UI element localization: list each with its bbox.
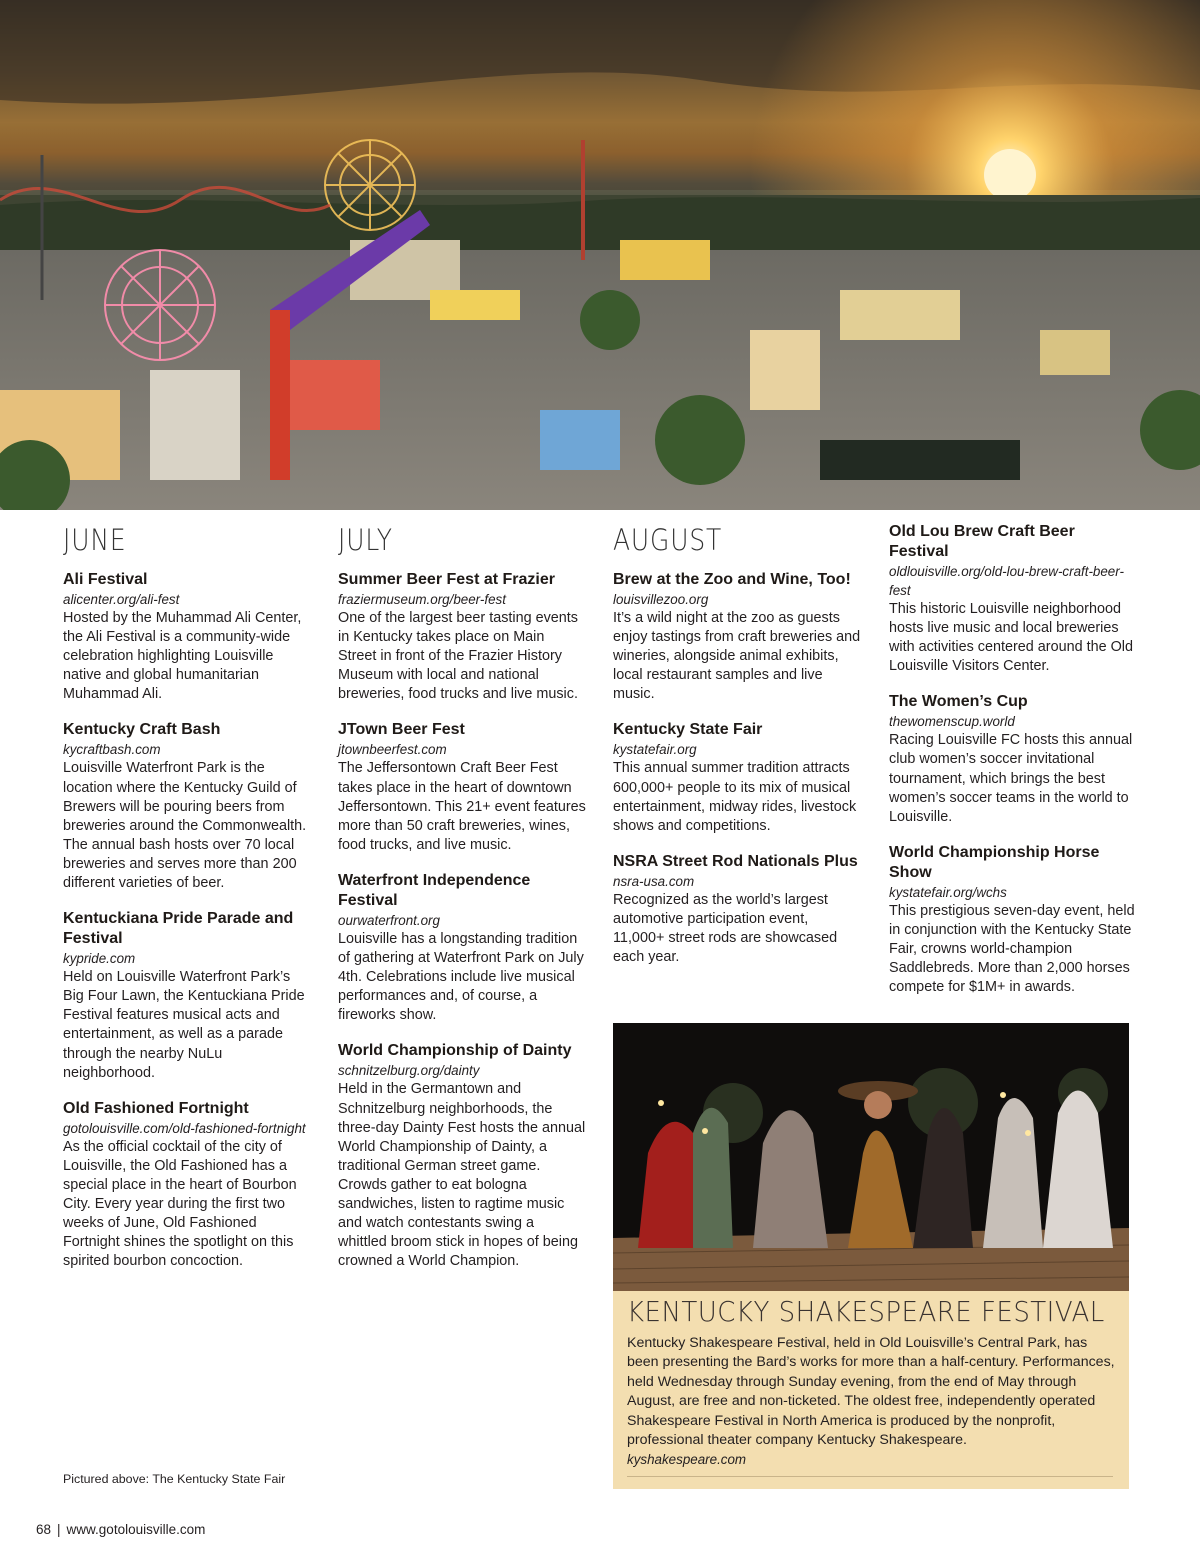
event-title: Old Lou Brew Craft Beer Festival [889,523,1075,560]
event-url[interactable]: gotolouisville.com/old-fashioned-fortnight [63,1120,306,1136]
page-footer [36,1522,205,1537]
event-brew-at-the-zoo [613,570,861,704]
event-ali-festival [63,570,311,704]
event-url[interactable]: louisvillezoo.org [613,592,709,607]
event-title: Kentuckiana Pride Parade and Festival [63,910,294,948]
footer-separator: | [57,1522,61,1537]
hero-photo-state-fair [0,0,1200,510]
event-url[interactable]: ourwaterfront.org [338,912,440,928]
photo-caption: Pictured above: The Kentucky State Fair [63,1472,286,1486]
shakespeare-stage-photo [613,1023,1129,1291]
event-womens-cup [889,692,1137,826]
event-description: This historic Louisville neighborhood hosts live music and local breweries with activities centered around the Old Louisville Visitors Center. [889,601,1133,675]
fair-illustration [0,0,1200,510]
page-number: 68 [36,1522,52,1537]
event-title: Old Fashioned Fortnight [63,1099,249,1117]
event-title: World Championship of Dainty [338,1042,572,1060]
event-url[interactable]: fraziermuseum.org/beer-fest [338,592,506,607]
august-continued-column [889,522,1137,1013]
event-title: Kentucky Craft Bash [63,721,221,739]
shakespeare-url[interactable]: kyshakespeare.com [627,1452,747,1468]
month-heading-august: AUGUST [613,523,723,557]
event-url[interactable]: jtownbeerfest.com [338,742,447,758]
event-title: World Championship Horse Show [889,843,1100,881]
event-description: It’s a wild night at the zoo as guests enjoy tastings from craft breweries and wineries, alongside animal exhibits, local restaurant samples and live music. [613,610,861,703]
event-url[interactable]: alicenter.org/ali-fest [63,592,180,607]
event-title: NSRA Street Rod Nationals Plus [613,852,858,870]
event-url[interactable]: kycraftbash.com [63,742,161,758]
event-waterfront-independence [338,871,586,1025]
event-title: Kentucky State Fair [613,721,763,739]
event-old-fashioned-fortnight [63,1099,311,1272]
event-url[interactable]: kystatefair.org/wchs [889,884,1007,900]
event-pride-parade [63,909,311,1083]
stage-illustration [613,1023,1129,1291]
event-title: JTown Beer Fest [338,721,465,739]
event-description: Recognized as the world’s largest automotive participation event, 11,000+ street rods are showcased each year. [613,891,838,966]
event-url[interactable]: thewomenscup.world [889,714,1015,730]
event-description: As the official cocktail of the city of Louisville, the Old Fashioned has a special place in the heart of Bourbon City. Every year during the first two weeks of June, Old Fashioned Fortnight shines the spotlight on this spirited bourbon concoction. [63,1138,297,1270]
event-horse-show [889,843,1137,997]
july-column [338,522,586,1287]
event-description: This prestigious seven-day event, held in conjunction with the Kentucky State Fair, crowns world-champion Saddlebreds. More than 2,000 horses compete for $1M+ in awards. [889,902,1135,996]
june-column [63,522,311,1287]
event-old-lou-brew [889,522,1137,676]
event-description: Racing Louisville FC hosts this annual club women’s soccer invitational tournament, which brings the best women’s soccer teams in the world to Louisville. [889,732,1133,825]
event-description: One of the largest beer tasting events in Kentucky takes place on Main Street in front of the Frazier History Museum with local and national breweries, food trucks and live music. [338,610,578,703]
event-description: Louisville Waterfront Park is the location where the Kentucky Guild of Brewers will be pouring beers from breweries around the Commonwealth. The annual bash hosts over 70 local breweries and serves more than 200 different varieties of beer. [63,760,307,892]
event-url[interactable]: nsra-usa.com [613,873,695,889]
event-title: Waterfront Independence Festival [338,871,531,909]
august-column [613,522,861,983]
shakespeare-description [627,1334,1119,1471]
shakespeare-festival-box [613,1291,1129,1489]
month-heading-june: JUNE [63,523,127,557]
event-jtown-beer-fest [338,720,586,854]
event-description: The Jeffersontown Craft Beer Fest takes place in the heart of downtown Jeffersontown. This 21+ event features more than 50 craft breweries, wines, food trucks, and live music. [338,760,586,853]
event-kentucky-state-fair [613,720,861,835]
event-world-championship-dainty [338,1041,586,1271]
event-title: Ali Festival [63,571,148,588]
event-url[interactable]: oldlouisville.org/old-lou-brew-craft-beer-fest [889,564,1124,598]
event-title: Summer Beer Fest at Frazier [338,571,555,588]
event-url[interactable]: kypride.com [63,951,136,967]
event-kentucky-craft-bash [63,720,311,893]
event-description: Held in the Germantown and Schnitzelburg neighborhoods, the three-day Dainty Fest hosts the annual World Championship of Dainty, a traditional German street game. Crowds gather to eat bologna sandwiches, listen to ragtime music and watch contestants swing a whittled broom stick in hopes of being crowned a World Champion. [338,1081,586,1270]
event-url[interactable]: schnitzelburg.org/dainty [338,1063,480,1079]
event-title: The Women’s Cup [889,693,1028,711]
event-nsra-street-rod [613,852,861,967]
shakespeare-title: KENTUCKY SHAKESPEARE FESTIVAL [627,1295,1105,1328]
event-description: Hosted by the Muhammad Ali Center, the Ali Festival is a community-wide celebration highlighting Louisville native and global humanitarian Muhammad Ali. [63,610,302,703]
event-description: This annual summer tradition attracts 600,000+ people to its mix of musical entertainment, midway rides, livestock shows and competitions. [613,760,857,834]
footer-website-link[interactable]: www.gotolouisville.com [66,1522,206,1537]
event-summer-beer-fest [338,570,586,704]
event-url[interactable]: kystatefair.org [613,742,697,758]
shakespeare-body: Kentucky Shakespeare Festival, held in Old Louisville’s Central Park, has been presenting the Bard’s works for more than a half-century. Performances, held Wednesday through Sunday evening, from the end of May through August, are free and non-ticketed. The oldest free, independently operated Shakespeare Festival in North America is produced by the nonprofit, professional theater company Kentucky Shakespeare. [627,1335,1115,1449]
event-description: Louisville has a longstanding tradition of gathering at Waterfront Park on July 4th. Celebrations include live musical performances and, of course, a fireworks show. [338,930,584,1024]
event-title: Brew at the Zoo and Wine, Too! [613,571,851,588]
divider [627,1476,1113,1477]
event-description: Held on Louisville Waterfront Park’s Big Four Lawn, the Kentuckiana Pride Festival features musical acts and entertainment, as well as a parade through the nearby NuLu neighborhood. [63,969,305,1081]
month-heading-july: JULY [338,523,393,557]
